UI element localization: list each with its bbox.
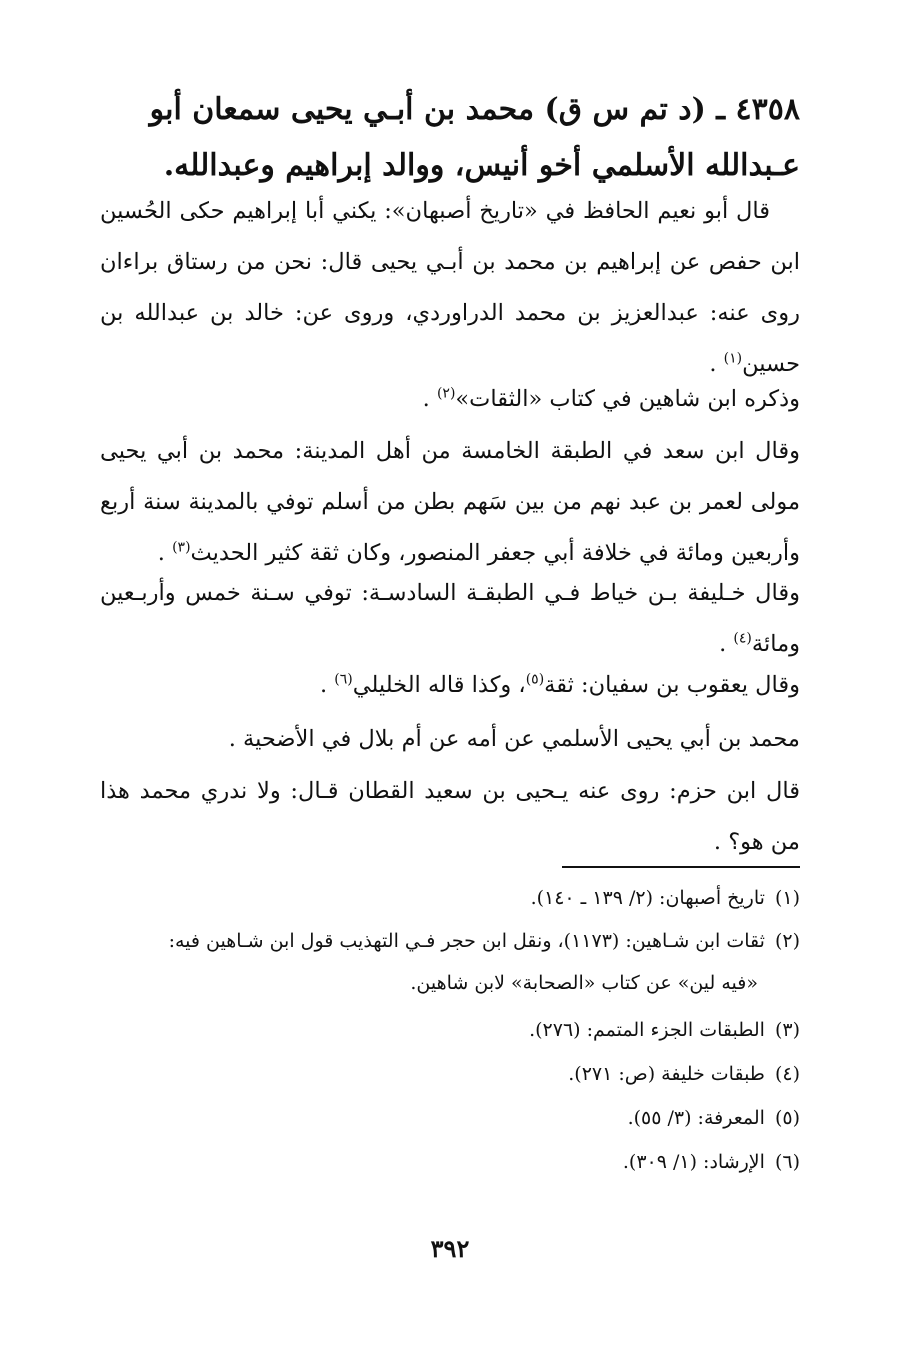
footnote-number: (٤) bbox=[774, 1063, 800, 1085]
footnote-ref: (١) bbox=[723, 350, 743, 367]
footnote-1 bbox=[100, 877, 800, 919]
footnote-3 bbox=[100, 1009, 800, 1051]
footnote-ref: (٣) bbox=[172, 539, 191, 556]
paragraph-khalifa bbox=[100, 568, 800, 670]
paragraph-ibn-saad bbox=[100, 426, 800, 579]
paragraph-text: قال ابن حزم: روى عنه يـحيى بن سعيد القطان قـال: ولا ندري محمد هذا من هو؟ . bbox=[100, 778, 800, 855]
footnote-ref: (٦) bbox=[334, 671, 353, 688]
paragraph-ibn-shahin bbox=[100, 374, 800, 425]
paragraph-end: . bbox=[319, 672, 328, 698]
footnote-2 bbox=[100, 920, 800, 1004]
footnote-text: الطبقات الجزء المتمم: (٢٧٦). bbox=[529, 1019, 765, 1041]
page-number: ٣٩٢ bbox=[430, 1234, 470, 1263]
footnote-text: المعرفة: (٣/ ٥٥). bbox=[627, 1107, 765, 1129]
footnote-text: طبقات خليفة (ص: ٢٧١). bbox=[568, 1063, 765, 1085]
footnote-continuation: «فيه لين» عن كتاب «الصحابة» لابن شاهين. bbox=[410, 972, 758, 994]
footnote-ref: (٥) bbox=[525, 671, 545, 688]
footnote-text: ثقات ابن شـاهين: (١١٧٣)، ونقل ابن حجر فـي التهذيب قول ابن شـاهين فيه: bbox=[168, 930, 765, 952]
paragraph-ibn-hazm bbox=[100, 766, 800, 868]
footnote-text: تاريخ أصبهان: (٢/ ١٣٩ ـ ١٤٠). bbox=[530, 887, 765, 909]
footnote-divider bbox=[562, 866, 800, 868]
footnote-4 bbox=[100, 1053, 800, 1095]
paragraph-adhiya bbox=[100, 714, 800, 765]
footnote-number: (٢) bbox=[774, 930, 800, 952]
paragraph-text: محمد بن أبي يحيى الأسلمي عن أمه عن أم بلال في الأضحية . bbox=[228, 726, 800, 752]
paragraph-text: وذكره ابن شاهين في كتاب «الثقات» bbox=[455, 386, 800, 412]
footnote-ref: (٢) bbox=[436, 385, 456, 402]
footnote-number: (٦) bbox=[774, 1151, 800, 1173]
footnote-number: (٣) bbox=[774, 1019, 800, 1041]
footnote-ref: (٤) bbox=[733, 630, 752, 647]
paragraph-yaqub bbox=[100, 660, 800, 711]
entry-heading: ٤٣٥٨ ـ (د تم س ق) محمد بن أبـي يحيى سمعان أبو عـبدالله الأسلمي أخو أنيس، ووالد إبراهيم وعبدالله. bbox=[149, 92, 800, 183]
footnote-number: (١) bbox=[774, 887, 800, 909]
paragraph-text-2: ، وكذا قاله الخليلي bbox=[352, 672, 526, 698]
paragraph-text: وقال ابن سعد في الطبقة الخامسة من أهل المدينة: محمد بن أبي يحيى مولى لعمر بن عبد نهم من بين سَهم بطن من أسلم توفي بالمدينة سنة أربع وأربعين ومائة في خلافة أبي جعفر المنصور، وكان ثقة كثير الحديث bbox=[100, 438, 800, 566]
paragraph-text: وقال خـليفة بـن خياط فـي الطبقـة السادسـة: توفي سـنة خمس وأربـعين ومائة bbox=[100, 580, 800, 657]
paragraph-end: . bbox=[157, 540, 165, 566]
paragraph-abu-nuaym bbox=[100, 186, 800, 390]
footnote-number: (٥) bbox=[774, 1107, 800, 1129]
paragraph-end: . bbox=[422, 386, 430, 412]
footnote-5 bbox=[100, 1097, 800, 1139]
footnote-text: الإرشاد: (١/ ٣٠٩). bbox=[622, 1151, 765, 1173]
paragraph-end: . bbox=[719, 631, 727, 657]
paragraph-text: قال أبو نعيم الحافظ في «تاريخ أصبهان»: يكني أبا إبراهيم حكى الحُسين ابن حفص عن إبراهيم بن محمد بن أبـي يحيى قال: نحن من رستاق براءان روى عنه: عبدالعزيز بن محمد الدراوردي، وروى عن: خالد بن عبدالله بن حسين bbox=[100, 198, 800, 377]
paragraph-end: . bbox=[709, 351, 717, 377]
footnote-6 bbox=[100, 1141, 800, 1183]
paragraph-text: وقال يعقوب بن سفيان: ثقة bbox=[544, 672, 800, 698]
